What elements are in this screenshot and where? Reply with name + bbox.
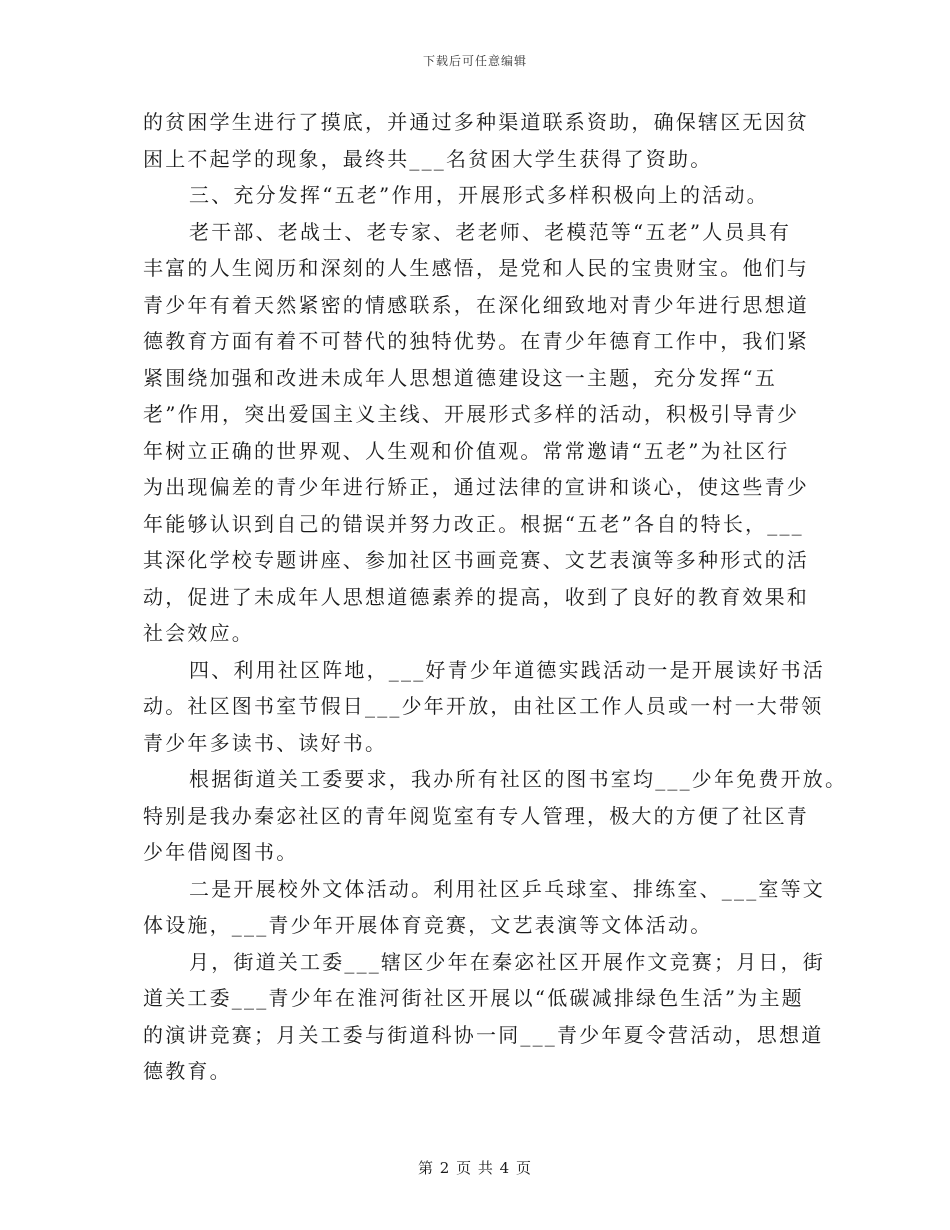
text-line: 德教育。: [143, 1059, 232, 1083]
page-header-note: 下载后可任意编辑: [422, 54, 527, 68]
text-line: 少年借阅图书。: [143, 840, 299, 864]
text-line: 德教育方面有着不可替代的独特优势。在青少年德育工作中，我们紧: [143, 329, 809, 353]
text-line: 动，促进了未成年人思想道德素养的提高，收到了良好的教育效果和: [143, 584, 809, 609]
text-line: 特别是我办秦宓社区的青年阅览室有专人管理，极大的方便了社区青: [143, 803, 809, 828]
text-line: 其深化学校专题讲座、参加社区书画竞赛、文艺表演等多种形式的活: [143, 548, 809, 572]
text-line: 年树立正确的世界观、人生观和价值观。常常邀请“五老”为社区行: [143, 438, 790, 463]
text-line: 为出现偏差的青少年进行矫正，通过法律的宣讲和谈心，使这些青少: [143, 475, 809, 499]
text-line: 二是开展校外文体活动。利用社区乒乓球室、排练室、___室等文: [189, 876, 825, 901]
text-line: 老”作用，突出爱国主义主线、开展形式多样的活动，积极引导青少: [143, 402, 800, 426]
text-line: 月，街道关工委___辖区少年在秦宓社区开展作文竞赛；月日，街: [189, 949, 825, 974]
text-line: 老干部、老战士、老专家、老老师、老模范等“五老”人员具有: [189, 219, 792, 244]
text-line: 年能够认识到自己的错误并努力改正。根据“五老”各自的特长，___: [143, 511, 804, 536]
section-heading: 四、利用社区阵地，___好青少年道德实践活动一是开展读好书活: [189, 657, 825, 682]
text-line: 丰富的人生阅历和深刻的人生感悟，是党和人民的宝贵财宝。他们与: [143, 256, 809, 280]
text-line: 困上不起学的现象，最终共___名贫困大学生获得了资助。: [143, 146, 713, 171]
text-line: 青少年多读书、读好书。: [143, 730, 388, 755]
text-line: 体设施，___青少年开展体育竞赛，文艺表演等文体活动。: [143, 913, 713, 937]
section-heading: 三、充分发挥“五老”作用，开展形式多样积极向上的活动。: [189, 183, 769, 207]
text-line: 动。社区图书室节假日___少年开放，由社区工作人员或一村一大带领: [143, 694, 824, 718]
text-line: 紧围绕加强和改进未成年人思想道德建设这一主题，充分发挥“五: [143, 365, 778, 390]
document-body: [143, 104, 848, 1090]
text-line: 青少年有着天然紧密的情感联系，在深化细致地对青少年进行思想道: [143, 292, 809, 317]
text-line: 根据街道关工委要求，我办所有社区的图书室均___少年免费开放。: [189, 767, 848, 791]
text-line: 的演讲竞赛；月关工委与街道科协一同___青少年夏令营活动，思想道: [143, 1022, 824, 1047]
text-line: 的贫困学生进行了摸底，并通过多种渠道联系资助，确保辖区无因贫: [143, 110, 809, 134]
page-number: 第 2 页 共 4 页: [418, 1159, 532, 1177]
text-line: 社会效应。: [143, 621, 254, 645]
text-line: 道关工委___青少年在淮河街社区开展以“低碳减排绿色生活”为主题: [143, 986, 804, 1010]
